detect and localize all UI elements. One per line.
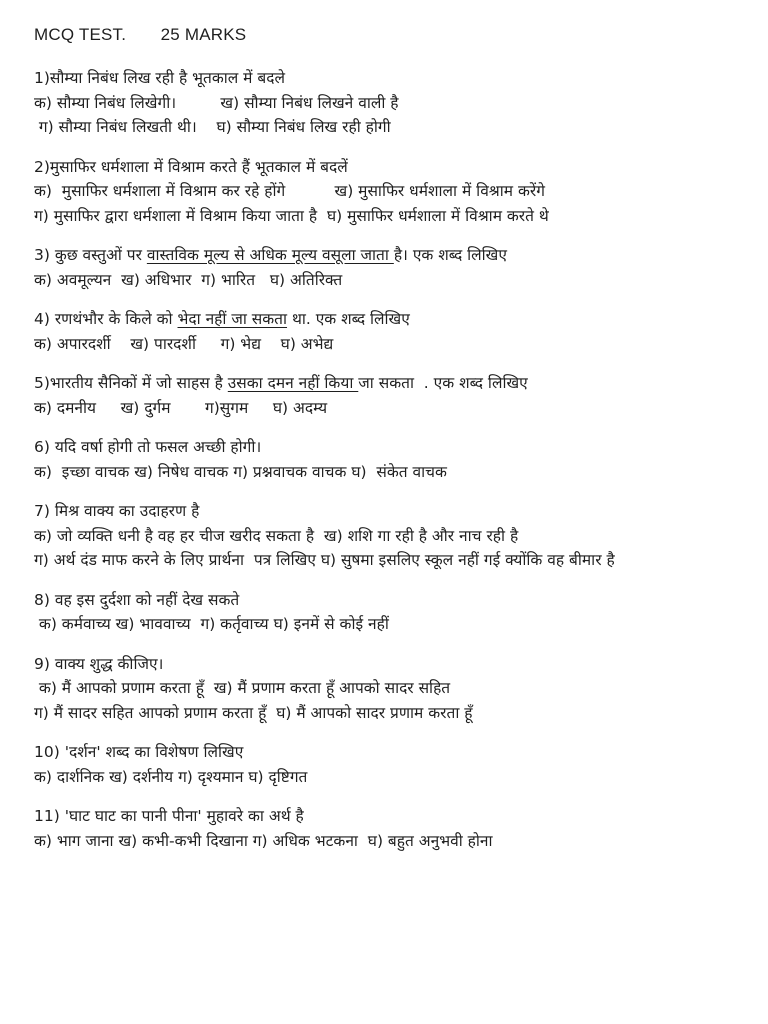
question-4 (34, 307, 728, 356)
text-segment: है। एक शब्द लिखिए (393, 246, 507, 264)
question-text (34, 307, 728, 332)
answer-options (34, 332, 728, 357)
underlined-phrase: उसका दमन नहीं किया (227, 374, 359, 392)
text-segment: क) इच्छा वाचक ख) निषेध वाचक ग) प्रश्नवाचक वाचक घ) संकेत वाचक (34, 462, 447, 481)
answer-options (34, 460, 728, 485)
text-segment: 11) 'घाट घाट का पानी पीना' मुहावरे का अर्थ है (34, 807, 304, 825)
question-text (34, 652, 728, 677)
question-6 (34, 435, 728, 484)
question-text (34, 435, 728, 460)
question-text (34, 371, 728, 396)
question-text (34, 155, 728, 180)
answer-options (34, 829, 728, 854)
text-segment: 4) रणथंभौर के किले को (34, 310, 178, 328)
question-3 (34, 243, 728, 292)
text-segment: क) मैं आपको प्रणाम करता हूँ ख) मैं प्रणाम करता हूँ आपको सादर सहित (34, 679, 451, 697)
test-title: MCQ TEST. 25 MARKS (34, 25, 247, 44)
answer-options (34, 396, 728, 421)
text-segment: 9) वाक्य शुद्ध कीजिए। (34, 654, 164, 673)
text-segment: क) भाग जाना ख) कभी-कभी दिखाना ग) अधिक भटकना घ) बहुत अनुभवी होना (34, 831, 493, 850)
answer-options (34, 179, 728, 204)
question-text (34, 588, 728, 613)
question-9 (34, 652, 728, 726)
question-text (34, 740, 728, 765)
text-segment: 2)मुसाफिर धर्मशाला में विश्राम करते हैं भूतकाल में बदलें (34, 157, 348, 176)
text-segment: क) दार्शनिक ख) दर्शनीय ग) दृश्यमान घ) दृष्टिगत (34, 767, 308, 786)
text-segment: क) अवमूल्यन ख) अधिभार ग) भारित घ) अतिरिक्त (34, 270, 343, 289)
underlined-phrase: भेदा नहीं जा सकता (177, 310, 288, 328)
question-11 (34, 804, 728, 853)
text-segment: क) सौम्या निबंध लिखेगी। ख) सौम्या निबंध लिखने वाली है (34, 93, 399, 112)
text-segment: 7) मिश्र वाक्य का उदाहरण है (34, 502, 200, 520)
text-segment: 8) वह इस दुर्दशा को नहीं देख सकते (34, 590, 240, 609)
question-8 (34, 588, 728, 637)
answer-options (34, 676, 728, 701)
answer-options (34, 204, 728, 229)
answer-options (34, 548, 728, 573)
text-segment: 6) यदि वर्षा होगी तो फसल अच्छी होगी। (34, 438, 262, 456)
underlined-phrase: वास्तविक मूल्य से अधिक मूल्य वसूला जाता (146, 246, 394, 264)
answer-options (34, 701, 728, 726)
answer-options (34, 91, 728, 116)
text-segment: क) जो व्यक्ति धनी है वह हर चीज खरीद सकता है ख) शशि गा रही है और नाच रही है (34, 526, 519, 545)
answer-options (34, 612, 728, 637)
text-segment: ग) सौम्या निबंध लिखती थी। घ) सौम्या निबंध लिख रही होगी (34, 118, 391, 136)
question-text (34, 66, 728, 91)
question-text (34, 499, 728, 524)
question-list (34, 66, 728, 853)
text-segment: 10) 'दर्शन' शब्द का विशेषण लिखिए (34, 743, 244, 761)
question-1 (34, 66, 728, 140)
text-segment: 3) कुछ वस्तुओं पर (34, 246, 147, 264)
text-segment: जा सकता . एक शब्द लिखिए (358, 374, 528, 392)
question-text (34, 243, 728, 268)
question-text (34, 804, 728, 829)
text-segment: क) अपारदर्शी ख) पारदर्शी ग) भेद्य घ) अभेद्य (34, 334, 334, 353)
question-7 (34, 499, 728, 573)
question-10 (34, 740, 728, 789)
text-segment: ग) मैं सादर सहित आपको प्रणाम करता हूँ घ) मैं आपको सादर प्रणाम करता हूँ (34, 703, 473, 722)
text-segment: क) कर्मवाच्य ख) भाववाच्य ग) कर्तृवाच्य घ) इनमें से कोई नहीं (34, 615, 389, 633)
answer-options (34, 524, 728, 549)
answer-options (34, 115, 728, 140)
text-segment: था. एक शब्द लिखिए (287, 310, 410, 328)
answer-options (34, 765, 728, 790)
text-segment: 5)भारतीय सैनिकों में जो साहस है (34, 374, 228, 392)
text-segment: ग) मुसाफिर द्वारा धर्मशाला में विश्राम किया जाता है घ) मुसाफिर धर्मशाला में विश्राम करते थे (34, 206, 549, 225)
text-segment: क) दमनीय ख) दुर्गम ग)सुगम घ) अदम्य (34, 398, 328, 417)
question-2 (34, 155, 728, 229)
text-segment: ग) अर्थ दंड माफ करने के लिए प्रार्थना पत्र लिखिए घ) सुषमा इसलिए स्कूल नहीं गई क्योंकि वह बीमार है (34, 551, 615, 569)
answer-options (34, 268, 728, 293)
text-segment: 1)सौम्या निबंध लिख रही है भूतकाल में बदले (34, 69, 285, 87)
question-5 (34, 371, 728, 420)
text-segment: क) मुसाफिर धर्मशाला में विश्राम कर रहे होंगे ख) मुसाफिर धर्मशाला में विश्राम करेंगे (34, 182, 545, 200)
